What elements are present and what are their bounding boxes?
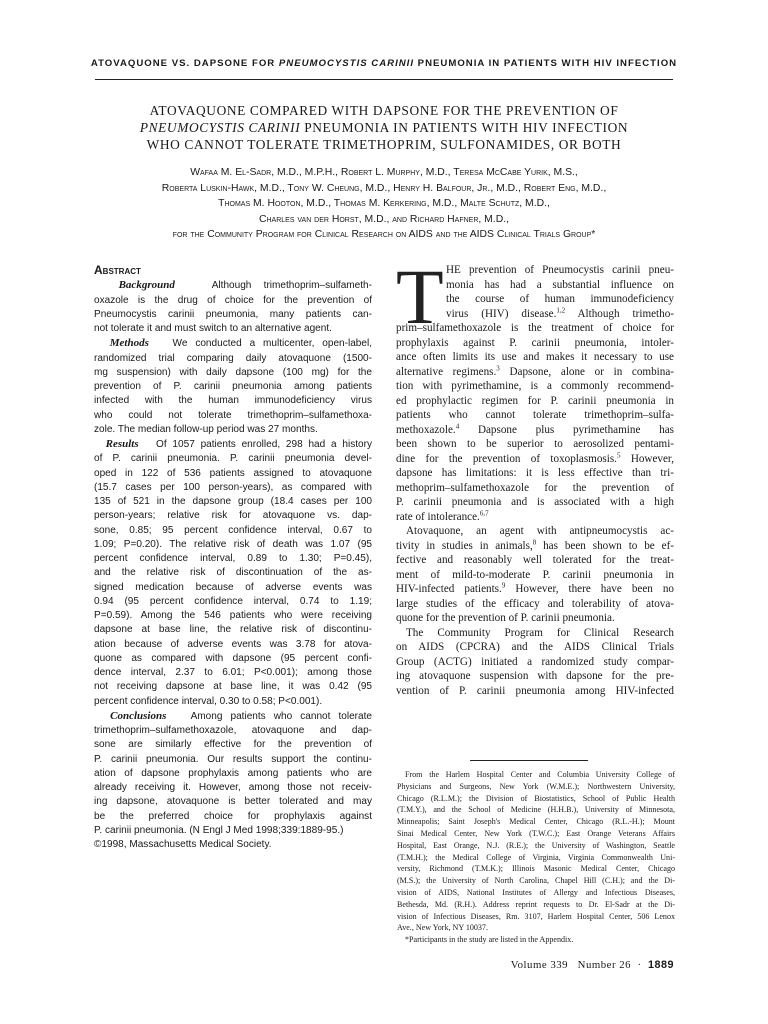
abstract-line: ation of dapsone prophylaxis among patients who are	[94, 767, 372, 779]
abstract-line: trimethoprim–sulfamethoxazole, atovaquone and dap-	[94, 725, 372, 736]
abstract-line: P. carinii pneumonia. Our results support the continu-	[94, 753, 372, 765]
footnote-line: Sinai Medical Center, New York (T.W.C.); East Orange Veterans Affairs	[397, 828, 675, 838]
abstract-line: not receiving dapsone at base line, it was 0.42 (95	[94, 681, 372, 693]
abstract-line: oped in 122 of 536 patients assigned to atovaquone	[94, 467, 372, 479]
abstract-line: ation because of adverse events was 3.78 for atova-	[94, 638, 372, 650]
body-line: on AIDS (CPCRA) and the AIDS Clinical Trials	[396, 641, 674, 653]
body-line: large studies of the efficacy and tolerability of atova-	[396, 597, 674, 610]
author-line: Roberta Luskin-Hawk, M.D., Tony W. Cheung, M.D., Henry H. Balfour, Jr., M.D., Robert Eng, M.D.,	[161, 182, 607, 194]
body-line: rate of intolerance.$^{6,7}$	[396, 508, 489, 523]
abstract-line: already receiving it. However, among those not receiv-	[94, 782, 372, 793]
footnote-rule	[470, 760, 588, 761]
footnote-line: Hospital, East Orange, N.J. (R.E.); the University of Washington, Seattle	[397, 840, 675, 850]
body-line: quone for the prevention of P. carinii pneumonia.	[396, 612, 615, 624]
abstract-line: quone as compared with dapsone (95 percent confi-	[94, 652, 372, 664]
body-line: dine for the prevention of toxoplasmosis.$^5$ However,	[396, 450, 674, 465]
section-label-methods: Methods	[109, 337, 149, 350]
abstract-line: dence interval, 2.37 to 6.01; P<0.001); among those	[94, 667, 372, 678]
body-line: fective and reasonably well tolerated for the treat-	[396, 554, 674, 566]
abstract-line: zole. The median follow-up period was 27 months.	[94, 423, 318, 435]
abstract-line: P=0.59). Among the 546 patients who were receiving	[94, 610, 372, 621]
footnote-line: Physicians and Surgeons, New York (W.M.E.); Northwestern University,	[397, 781, 675, 791]
author-line: for the Community Program for Clinical Research on AIDS and the AIDS Clinical Trials Group*	[172, 229, 596, 240]
copyright-line: ©1998, Massachusetts Medical Society.	[94, 839, 272, 850]
body-line: ment of mild-to-moderate P. carinii pneumonia in	[396, 568, 674, 581]
footnote-line: Bethesda, Md. (R.H.). Address reprint requests to Dr. El-Sadr at the Di-	[397, 899, 675, 909]
footnote-line: vision of AIDS, National Institutes of Allergy and Infectious Diseases,	[397, 887, 675, 897]
footnote-line: versity, Richmond (T.M.K.); Illinois Masonic Medical Center, Chicago	[397, 864, 675, 874]
body-line: vention of P. carinii pneumonia among HIV-infected	[396, 684, 674, 697]
abstract-line: mg suspension) with daily dapsone (100 mg) for the	[94, 366, 372, 378]
abstract-line: be the preferred choice for prophylaxis against	[94, 810, 372, 822]
body-line: methoxazole.$^4$ Dapsone plus pyrimethamine has	[396, 421, 674, 436]
body-line: P. carinii pneumonia and is associated with a high	[396, 496, 674, 508]
body-line: ed prophylactic regimen for P. carinii pneumonia in	[396, 394, 674, 407]
body-text	[396, 263, 674, 698]
body-line: dapsone has limitations: it is less effective than tri-	[396, 467, 674, 479]
body-line: HE prevention of Pneumocystis carinii pneu-	[446, 264, 674, 276]
abstract-line: randomized trial comparing daily atovaquone (1500-	[94, 352, 372, 364]
title-line: WHO CANNOT TOLERATE TRIMETHOPRIM, SULFONAMIDES, OR BOTH	[146, 137, 622, 152]
abstract-line: percent confidence interval, 0.89 to 1.30; P=0.45),	[94, 553, 372, 564]
abstract	[94, 263, 372, 852]
abstract-line: (15.7 cases per 100 person-years), as compared with	[94, 481, 372, 493]
abstract-line: not tolerate it and must switch to an alternative agent.	[94, 323, 332, 334]
footnote-line: From the Harlem Hospital Center and Columbia University College of	[405, 770, 675, 779]
abstract-line: dapsone at base line, the relative risk of discontinu-	[94, 624, 372, 636]
body-line: ance often limits its use and makes it necessary to use	[396, 351, 674, 363]
author-line: Wafaa M. El-Sadr, M.D., M.P.H., Robert L. Murphy, M.D., Teresa McCabe Yurik, M.S.,	[190, 167, 578, 178]
abstract-line: prevention of P. carinii pneumonia among patients	[94, 381, 372, 392]
drop-cap: T	[396, 253, 444, 340]
abstract-line: Conclusions Among patients who cannot tolerate	[110, 709, 372, 722]
abstract-line: 0.94 (95 percent confidence interval, 0.74 to 1.19;	[94, 595, 372, 607]
abstract-line: percent confidence interval, 0.30 to 0.58; P<0.001).	[94, 695, 323, 707]
author-line: Thomas M. Hooton, M.D., Thomas M. Kerkering, M.D., Malte Schutz, M.D.,	[218, 198, 550, 209]
body-line: the course of human immunodeficiency	[446, 293, 674, 305]
section-label-conclusions: Conclusions	[110, 709, 167, 722]
abstract-line: Results Of 1057 patients enrolled, 298 had a history	[105, 438, 373, 450]
title-line: ATOVAQUONE COMPARED WITH DAPSONE FOR THE PREVENTION OF	[149, 103, 619, 118]
abstract-line: ing dapsone, atovaquone is better tolerated and may	[94, 796, 372, 808]
section-label-background: Background	[118, 279, 175, 292]
body-line: ing atovaquone suspension with dapsone for the pre-	[396, 670, 674, 682]
body-line: alternative regimens.$^3$ Dapsone, alone or in combina-	[396, 363, 674, 378]
abstract-line: infected with the human immunodeficiency virus	[94, 395, 372, 407]
abstract-line: sone are similarly effective for the prevention of	[94, 739, 372, 751]
participants-note: *Participants in the study are listed in the Appendix.	[405, 935, 574, 945]
body-line: prim–sulfamethoxazole is the treatment of choice for	[396, 322, 674, 334]
body-line: monia has had a substantial influence on	[446, 278, 674, 291]
abstract-line: Methods We conducted a multicenter, open-label,	[109, 337, 373, 350]
body-line: tivity in studies in animals,$^8$ has been shown to be ef-	[396, 537, 674, 552]
body-line: Atovaquone, an agent with antipneumocystis ac-	[406, 525, 674, 537]
abstract-line: P. carinii pneumonia. (N Engl J Med 1998;339:1889-95.)	[94, 824, 344, 836]
footnote-line: (M.S.); the University of North Carolina, Chapel Hill (C.H.); and the Di-	[397, 876, 675, 886]
abstract-line: Background Although trimethoprim–sulfameth-	[118, 279, 372, 292]
abstract-line: sone, 0.85; 95 percent confidence interval, 0.67 to	[94, 524, 372, 536]
running-header: ATOVAQUONE VS. DAPSONE FOR PNEUMOCYSTIS CARINII PNEUMONIA IN PATIENTS WITH HIV INFECTION	[90, 58, 678, 69]
issue-label: Number 26	[577, 959, 632, 971]
header-rule	[95, 79, 673, 80]
abstract-line: person-years; relative risk for atovaquone vs. dap-	[94, 510, 372, 522]
body-line: prophylaxis against P. carinii pneumonia, intoler-	[396, 336, 674, 349]
author-line: Charles van der Horst, M.D., and Richard Hafner, M.D.,	[259, 213, 509, 225]
abstract-line: 1.09; P=0.20). The relative risk of death was 1.07 (95	[94, 538, 372, 550]
section-label-results: Results	[105, 438, 139, 450]
abstract-line: and the relative risk of discontinuation of the as-	[94, 567, 372, 579]
footnote-line: Ave., New York, NY 10037.	[397, 923, 488, 933]
abstract-line: 135 of 521 in the dapsone group (18.4 cases per 100	[94, 496, 372, 507]
footnote-line: Minneapolis; Saint Joseph's Medical Center, Chicago (R.L.-H.); Mount	[397, 817, 675, 827]
abstract-line: oxazole is the drug of choice for the prevention of	[94, 294, 372, 306]
footnote-line: vision of Infectious Diseases, Rm. 3107, Harlem Hospital Center, 506 Lenox	[397, 911, 675, 921]
footnote-line: (T.M.Y.), and the School of Medicine (H.H.B.), University of Minnesota,	[397, 805, 675, 815]
article-title	[90, 102, 678, 153]
body-line: methoprim–sulfamethoxazole for the prevention of	[396, 481, 674, 494]
abstract-line: of P. carinii pneumonia. P. carinii pneumonia devel-	[94, 453, 372, 465]
volume-label: Volume 339	[510, 959, 569, 971]
abstract-line: who could not tolerate trimethoprim–sulfamethoxa-	[94, 409, 372, 421]
footnote-line: (T.M.H.); the Medical College of Virginia, Virginia Commonwealth Uni-	[397, 852, 675, 862]
affiliation-footnote	[397, 769, 675, 946]
body-line: The Community Program for Clinical Research	[406, 626, 674, 639]
body-line: patients who cannot tolerate trimethoprim–sulfa-	[396, 409, 674, 421]
abstract-heading: Abstract	[94, 263, 141, 277]
abstract-line: Pneumocystis carinii pneumonia, many patients can-	[94, 308, 372, 320]
body-line: HIV-infected patients.$^9$ However, there have been no	[396, 581, 674, 595]
author-list	[80, 165, 688, 243]
body-line: Group (ACTG) initiated a randomized study compar-	[396, 655, 674, 668]
page-number: 1889	[647, 959, 674, 971]
title-line: PNEUMOCYSTIS CARINII PNEUMONIA IN PATIENTS WITH HIV INFECTION	[139, 120, 629, 135]
page-folio: Volume 339 Number 26 · 1889	[510, 959, 674, 971]
body-line: been shown to be superior to aerosolized pentami-	[396, 438, 674, 450]
body-line: virus (HIV) disease.$^{1,2}$ Although trimetho-	[446, 305, 674, 320]
abstract-line: signed medication because of adverse events was	[94, 581, 372, 593]
body-line: tion with pyrimethamine, is a commonly recommend-	[396, 380, 674, 392]
footnote-line: Chicago (R.L.M.); the Division of Biostatistics, School of Public Health	[397, 793, 675, 803]
